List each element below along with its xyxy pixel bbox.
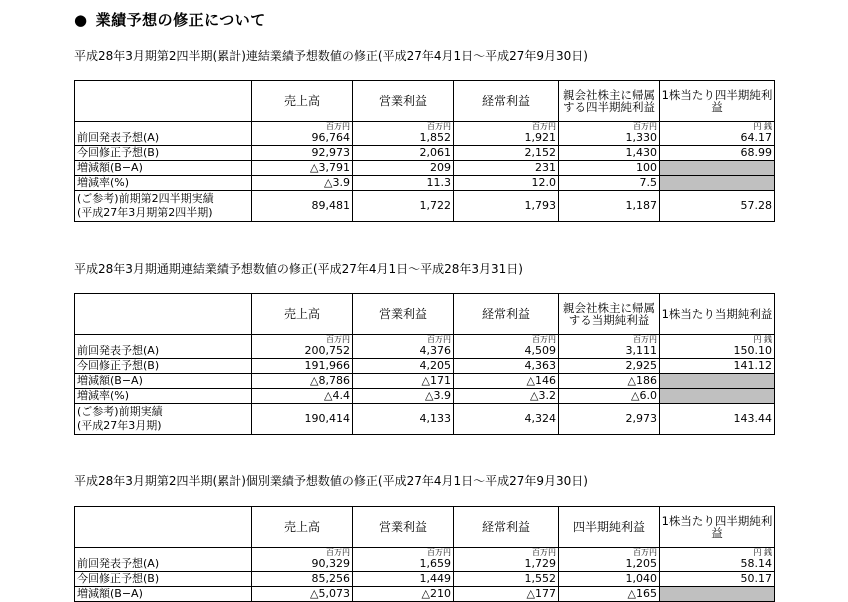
header-row xyxy=(75,294,775,335)
cell-value: △6.0 xyxy=(559,389,660,404)
cell-value: 100 xyxy=(559,161,660,176)
cell-value: 57.28 xyxy=(660,191,775,222)
col-header: 経常利益 xyxy=(454,507,559,548)
header-blank xyxy=(75,507,252,548)
row-label: 前回発表予想(A) xyxy=(75,131,252,146)
col-header: 営業利益 xyxy=(353,507,454,548)
cell-value: 1,430 xyxy=(559,146,660,161)
cell-value: 4,205 xyxy=(353,359,454,374)
table-row xyxy=(75,176,775,191)
cell-value: 11.3 xyxy=(353,176,454,191)
row-label: 今回修正予想(B) xyxy=(75,359,252,374)
cell-value: △146 xyxy=(454,374,559,389)
table-row xyxy=(75,146,775,161)
table-3-caption: 平成28年3月期第2四半期(累計)個別業績予想数値の修正(平成27年4月1日～平成27年9月30日) xyxy=(74,474,588,488)
cell-value: 1,449 xyxy=(353,572,454,587)
cell-value: △171 xyxy=(353,374,454,389)
cell-value: 85,256 xyxy=(252,572,353,587)
cell-value: △5,073 xyxy=(252,587,353,602)
cell-value: △3.9 xyxy=(353,389,454,404)
col-header: 1株当たり四半期純利益 xyxy=(660,507,775,548)
cell-value: 190,414 xyxy=(252,404,353,435)
table-row xyxy=(75,374,775,389)
row-label: 増減額(B−A) xyxy=(75,374,252,389)
header-row xyxy=(75,507,775,548)
cell-value xyxy=(660,389,775,404)
cell-value: 4,133 xyxy=(353,404,454,435)
unit-row xyxy=(75,335,775,345)
cell-value: △3,791 xyxy=(252,161,353,176)
cell-value: 2,973 xyxy=(559,404,660,435)
unit-label: 円 銭 xyxy=(660,122,775,132)
table-row xyxy=(75,131,775,146)
cell-value: 1,852 xyxy=(353,131,454,146)
cell-value: 1,659 xyxy=(353,557,454,572)
unit-label: 百万円 xyxy=(353,548,454,558)
row-label: 今回修正予想(B) xyxy=(75,146,252,161)
cell-value xyxy=(660,161,775,176)
col-header: 親会社株主に帰属する四半期純利益 xyxy=(559,81,660,122)
table-2-caption: 平成28年3月期通期連結業績予想数値の修正(平成27年4月1日～平成28年3月31日) xyxy=(74,262,523,276)
table-1-caption: 平成28年3月期第2四半期(累計)連結業績予想数値の修正(平成27年4月1日～平成27年9月30日) xyxy=(74,49,588,63)
col-header: 経常利益 xyxy=(454,294,559,335)
table-row xyxy=(75,161,775,176)
section-heading xyxy=(74,9,266,30)
cell-value: 2,061 xyxy=(353,146,454,161)
cell-value: 3,111 xyxy=(559,344,660,359)
cell-value: 1,552 xyxy=(454,572,559,587)
cell-value: 141.12 xyxy=(660,359,775,374)
cell-value: 68.99 xyxy=(660,146,775,161)
col-header: 営業利益 xyxy=(353,294,454,335)
header-blank xyxy=(75,81,252,122)
col-header: 売上高 xyxy=(252,81,353,122)
cell-value: △8,786 xyxy=(252,374,353,389)
table-row xyxy=(75,359,775,374)
col-header: 売上高 xyxy=(252,507,353,548)
unit-row xyxy=(75,548,775,558)
cell-value: 89,481 xyxy=(252,191,353,222)
cell-value: 191,966 xyxy=(252,359,353,374)
table-row xyxy=(75,572,775,587)
cell-value: 12.0 xyxy=(454,176,559,191)
cell-value: 1,722 xyxy=(353,191,454,222)
header-row xyxy=(75,81,775,122)
row-label-line: (ご参考)前期第2四半期実績 xyxy=(77,192,214,205)
unit-label: 百万円 xyxy=(454,548,559,558)
cell-value: 4,324 xyxy=(454,404,559,435)
unit-label: 百万円 xyxy=(454,122,559,132)
cell-value: 1,793 xyxy=(454,191,559,222)
col-header: 1株当たり四半期純利益 xyxy=(660,81,775,122)
row-label: 増減率(%) xyxy=(75,176,252,191)
cell-value: 1,330 xyxy=(559,131,660,146)
row-label: 前回発表予想(A) xyxy=(75,557,252,572)
row-label: 増減額(B−A) xyxy=(75,587,252,602)
cell-value: 200,752 xyxy=(252,344,353,359)
unit-label: 百万円 xyxy=(559,335,660,345)
cell-value: △177 xyxy=(454,587,559,602)
unit-label: 百万円 xyxy=(353,122,454,132)
cell-value: △4.4 xyxy=(252,389,353,404)
cell-value: 231 xyxy=(454,161,559,176)
forecast-table-q2-consolidated xyxy=(74,80,775,222)
unit-label: 百万円 xyxy=(252,548,353,558)
cell-value: 4,376 xyxy=(353,344,454,359)
unit-label: 円 銭 xyxy=(660,335,775,345)
unit-label: 百万円 xyxy=(559,548,660,558)
col-header: 売上高 xyxy=(252,294,353,335)
row-label: 今回修正予想(B) xyxy=(75,572,252,587)
table-row xyxy=(75,191,775,222)
section-title: 業績予想の修正について xyxy=(95,11,266,29)
col-header: 親会社株主に帰属する当期純利益 xyxy=(559,294,660,335)
row-label-line: (平成27年3月期) xyxy=(77,419,162,432)
cell-value: 1,187 xyxy=(559,191,660,222)
col-header: 1株当たり当期純利益 xyxy=(660,294,775,335)
unit-row xyxy=(75,122,775,132)
row-label: 増減額(B−A) xyxy=(75,161,252,176)
unit-label: 百万円 xyxy=(353,335,454,345)
cell-value: △210 xyxy=(353,587,454,602)
row-label xyxy=(75,404,252,435)
cell-value xyxy=(660,374,775,389)
unit-label: 百万円 xyxy=(252,122,353,132)
cell-value: 50.17 xyxy=(660,572,775,587)
col-header: 四半期純利益 xyxy=(559,507,660,548)
cell-value: 4,363 xyxy=(454,359,559,374)
table-row xyxy=(75,389,775,404)
table-row xyxy=(75,344,775,359)
unit-label: 円 銭 xyxy=(660,548,775,558)
cell-value: △186 xyxy=(559,374,660,389)
cell-value: 7.5 xyxy=(559,176,660,191)
table-row xyxy=(75,404,775,435)
cell-value: 143.44 xyxy=(660,404,775,435)
cell-value: 209 xyxy=(353,161,454,176)
cell-value: 2,152 xyxy=(454,146,559,161)
cell-value: △3.9 xyxy=(252,176,353,191)
unit-label: 百万円 xyxy=(252,335,353,345)
table-row xyxy=(75,587,775,602)
cell-value: 1,205 xyxy=(559,557,660,572)
table-row xyxy=(75,557,775,572)
cell-value: △3.2 xyxy=(454,389,559,404)
col-header: 経常利益 xyxy=(454,81,559,122)
col-header: 営業利益 xyxy=(353,81,454,122)
row-label: 前回発表予想(A) xyxy=(75,344,252,359)
row-label-line: (ご参考)前期実績 xyxy=(77,405,163,418)
cell-value: 1,729 xyxy=(454,557,559,572)
cell-value: 1,921 xyxy=(454,131,559,146)
row-label: 増減率(%) xyxy=(75,389,252,404)
cell-value: 150.10 xyxy=(660,344,775,359)
cell-value: 1,040 xyxy=(559,572,660,587)
cell-value: 92,973 xyxy=(252,146,353,161)
header-blank xyxy=(75,294,252,335)
bullet-icon: ● xyxy=(74,11,88,29)
forecast-table-q2-non-consolidated xyxy=(74,506,775,602)
row-label xyxy=(75,191,252,222)
row-label-line: (平成27年3月期第2四半期) xyxy=(77,206,213,219)
cell-value: 90,329 xyxy=(252,557,353,572)
cell-value: 4,509 xyxy=(454,344,559,359)
unit-label: 百万円 xyxy=(559,122,660,132)
cell-value: 2,925 xyxy=(559,359,660,374)
cell-value xyxy=(660,176,775,191)
cell-value: 96,764 xyxy=(252,131,353,146)
unit-label: 百万円 xyxy=(454,335,559,345)
cell-value: △165 xyxy=(559,587,660,602)
cell-value xyxy=(660,587,775,602)
cell-value: 58.14 xyxy=(660,557,775,572)
cell-value: 64.17 xyxy=(660,131,775,146)
forecast-table-full-year-consolidated xyxy=(74,293,775,435)
